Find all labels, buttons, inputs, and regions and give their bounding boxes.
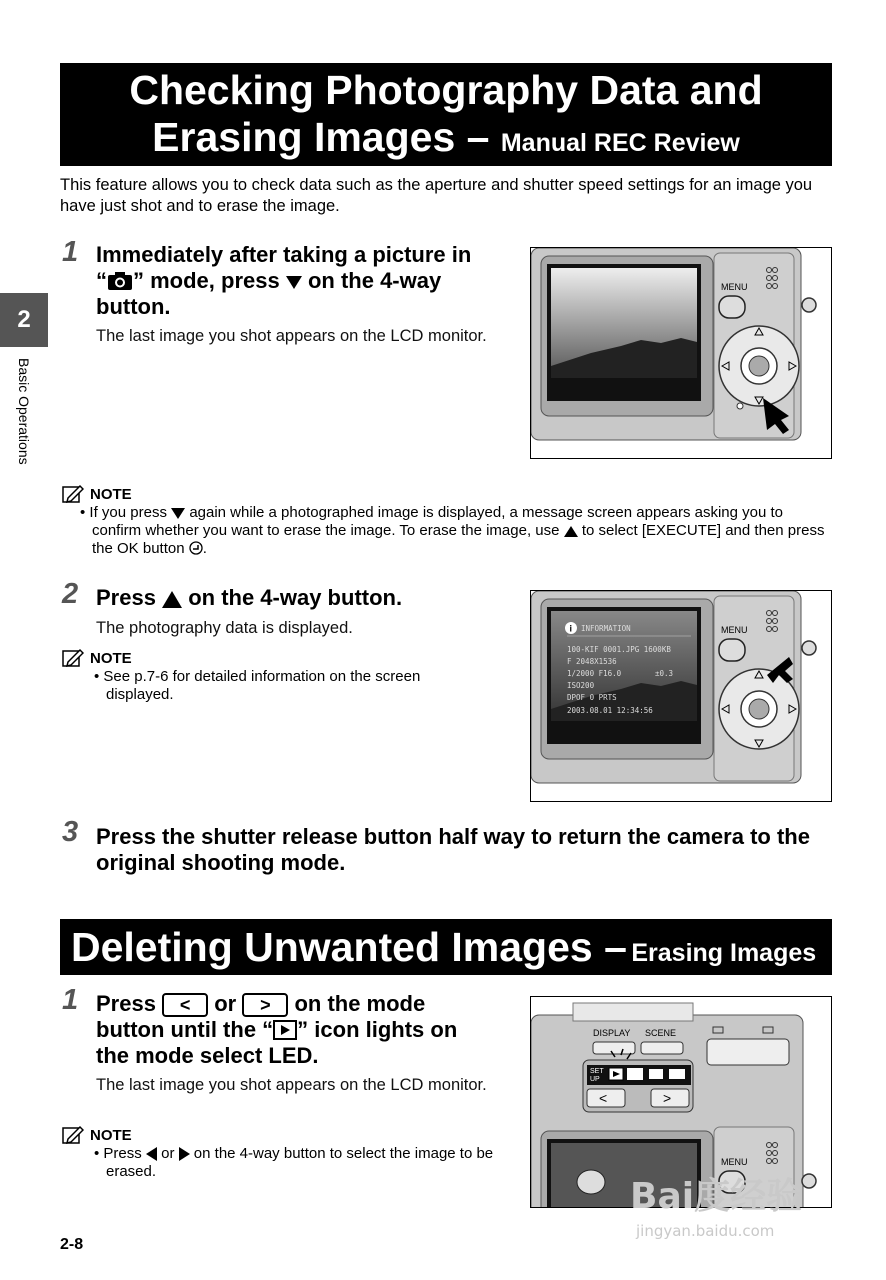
scene-label: SCENE bbox=[645, 1028, 677, 1038]
info-header: INFORMATION bbox=[581, 624, 631, 633]
ok-button-icon bbox=[189, 541, 203, 555]
info-line: ISO200 bbox=[567, 681, 595, 690]
svg-text:<: < bbox=[599, 1090, 608, 1106]
intro-paragraph: This feature allows you to check data such as the aperture and shutter speed settings for an image you have just shot and to erase the image. bbox=[60, 176, 813, 215]
up-arrow-icon bbox=[162, 591, 182, 608]
step-number: 1 bbox=[62, 984, 79, 1016]
note-pencil-icon bbox=[62, 1125, 84, 1145]
step-title-line: Immediately after taking a picture in bbox=[96, 242, 472, 267]
note-box bbox=[62, 1125, 532, 1181]
note-pencil-icon bbox=[62, 484, 84, 504]
setup-label: SET bbox=[590, 1068, 604, 1075]
note-pencil-icon bbox=[62, 648, 84, 668]
svg-text:i: i bbox=[569, 623, 573, 634]
down-arrow-icon bbox=[171, 508, 185, 519]
up-arrow-icon bbox=[564, 526, 578, 537]
note-heading: NOTE bbox=[90, 1126, 132, 1144]
menu-label: MENU bbox=[721, 1157, 748, 1167]
step-number: 3 bbox=[62, 816, 79, 848]
step-title-line: button. bbox=[96, 294, 171, 319]
note-text: • If you press again while a photographed image is displayed, a message screen appears asking you to confirm whether you want to erase the image. To erase the image, use to select [EXECUTE] and then press the OK button . bbox=[80, 504, 825, 557]
step-number: 1 bbox=[62, 236, 79, 268]
section-subtitle: Manual REC Review bbox=[500, 129, 740, 157]
info-line: F 2048X1536 bbox=[567, 657, 617, 666]
camera-illustration bbox=[531, 248, 831, 458]
section-subtitle: Erasing Images bbox=[631, 939, 817, 967]
step-title-line: the mode select LED. bbox=[96, 1043, 319, 1069]
section-title: Deleting Unwanted Images – bbox=[71, 924, 627, 970]
info-line: 2003.08.01 12:34:56 bbox=[567, 706, 653, 715]
section-title-banner bbox=[60, 919, 832, 975]
step-number: 2 bbox=[62, 578, 79, 610]
section-title-line1: Checking Photography Data and bbox=[129, 67, 763, 113]
right-key-icon: > bbox=[242, 993, 288, 1017]
chapter-label: Basic Operations bbox=[16, 358, 32, 465]
chapter-tab: 2 bbox=[0, 293, 48, 347]
step-title-line: button until the “ ” icon lights on bbox=[96, 1017, 458, 1043]
camera-figure-1 bbox=[530, 247, 832, 459]
watermark-logo: Bai度经验 bbox=[630, 1176, 803, 1217]
step-body: The last image you shot appears on the LCD monitor. bbox=[96, 327, 487, 345]
svg-text:UP: UP bbox=[590, 1076, 600, 1083]
step-title: Press on the 4-way button. bbox=[96, 585, 403, 610]
page-number: 2-8 bbox=[60, 1236, 84, 1253]
watermark-url: jingyan.baidu.com bbox=[636, 1222, 775, 1240]
info-line: DPOF 0 PRTS bbox=[567, 693, 617, 702]
section-title-line2: Erasing Images – bbox=[152, 114, 490, 160]
left-key-icon: < bbox=[162, 993, 208, 1017]
left-arrow-icon bbox=[146, 1147, 157, 1161]
step-title-line: Press < or > on the mode bbox=[96, 991, 426, 1016]
down-arrow-icon bbox=[286, 276, 302, 289]
camera-icon bbox=[107, 271, 133, 291]
step-title-line: “ ” mode, press on the 4-way bbox=[96, 268, 442, 293]
right-arrow-icon bbox=[179, 1147, 190, 1161]
camera-illustration bbox=[531, 591, 831, 801]
step-body: The photography data is displayed. bbox=[96, 619, 353, 637]
note-box bbox=[62, 648, 482, 704]
menu-label: MENU bbox=[721, 625, 748, 635]
step-title bbox=[96, 991, 526, 1069]
playback-icon bbox=[273, 1020, 297, 1040]
camera-figure-2 bbox=[530, 590, 832, 802]
note-text: • See p.7-6 for detailed information on the screen displayed. bbox=[94, 668, 421, 703]
section-title-banner bbox=[60, 63, 832, 166]
step-body: The last image you shot appears on the LCD monitor. bbox=[96, 1076, 487, 1094]
step-title bbox=[96, 242, 526, 320]
info-line: ±0.3 bbox=[655, 669, 674, 678]
note-text: • Press or on the 4-way button to select the image to be erased. bbox=[94, 1145, 494, 1180]
info-line: 100-KIF 0001.JPG 1600KB bbox=[567, 645, 671, 654]
step-title: Press the shutter release button half way to return the camera to the original shooting mode. bbox=[96, 824, 810, 875]
display-label: DISPLAY bbox=[593, 1028, 631, 1038]
info-line: 1/2000 F16.0 bbox=[567, 669, 622, 678]
menu-label: MENU bbox=[721, 282, 748, 292]
note-box bbox=[62, 484, 832, 558]
svg-text:>: > bbox=[663, 1090, 672, 1106]
note-heading: NOTE bbox=[90, 649, 132, 667]
note-heading: NOTE bbox=[90, 485, 132, 503]
